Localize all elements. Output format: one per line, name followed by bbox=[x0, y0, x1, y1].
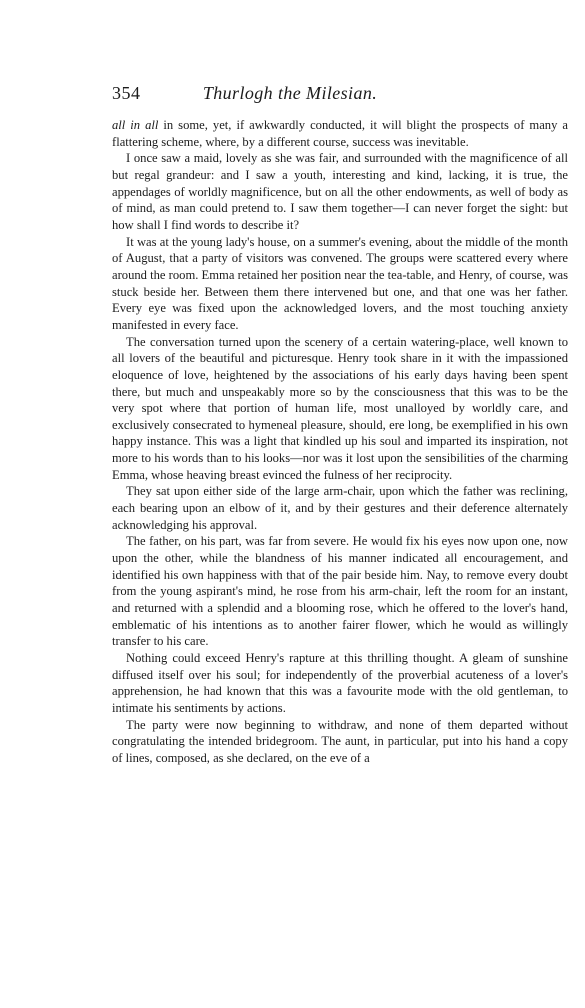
opening-italic-phrase: all in all bbox=[112, 118, 159, 132]
paragraph: I once saw a maid, lovely as she was fair, and surrounded with the magnificence of all but regal grandeur: and I saw a youth, interesting and kind, lacking, it is true, the appendages of worldly magnificence, but on all the other endowments, as well of body as of mind, as man could pretend to. I saw them together—I can never forget the sight: but how shall I find words to describe it? bbox=[112, 151, 568, 232]
paragraph: The father, on his part, was far from severe. He would fix his eyes now upon one, now upon the other, while the blandness of his manner indicated all encouragement, and identified his own happiness with that of the pair beside him. Nay, to remove every doubt from the young aspirant's mind, he rose from his arm-chair, left the room for an instant, and returned with a splendid and a blooming rose, which he offered to the lover's hand, emblematic of his intentions as to another fairer flower, which he would as willingly transfer to his care. bbox=[112, 534, 568, 649]
body-text bbox=[112, 117, 568, 767]
paragraph: The party were now beginning to withdraw, and none of them departed without congratulating the intended bridegroom. The aunt, in particular, put into his hand a copy of lines, composed, as she declared, on the eve of a bbox=[112, 717, 568, 765]
paragraph: They sat upon either side of the large arm-chair, upon which the father was reclining, each bearing upon an elbow of it, and by their gestures and their deference alternately acknowledging his approval. bbox=[112, 484, 568, 532]
paragraph: The conversation turned upon the scenery of a certain watering-place, well known to all lovers of the beautiful and picturesque. Henry took share in it with the impassioned eloquence of love, heightened by the associations of his early days having been spent there, but much and unspeakably more so by the consciousness that this was to be the very spot where that portion of human life, most unalloyed by worldly care, and exclusively consecrated to hymeneal pleasure, should, ere long, be exemplified in his own happy instance. This was a light that kindled up his soul and imparted its inspiration, not more to his words than to his looks—nor was it lost upon the sensibilities of the charming Emma, whose heaving breast evinced the fulness of her reciprocity. bbox=[112, 334, 568, 482]
paragraph: It was at the young lady's house, on a summer's evening, about the middle of the month of August, that a party of visitors was convened. The groups were scattered every where around the room. Emma retained her position near the tea-table, and Henry, of course, was stuck beside her. Between them there intervened but one, and that one was her father. Every eye was fixed upon the acknowledged lovers, and the most touching anxiety manifested in every face. bbox=[112, 234, 568, 332]
opening-paragraph bbox=[112, 117, 568, 150]
page-number: 354 bbox=[112, 83, 141, 103]
running-title: Thurlogh the Milesian. bbox=[202, 83, 378, 103]
paragraph: Nothing could exceed Henry's rapture at this thrilling thought. A gleam of sunshine diffused itself over his soul; for independently of the proverbial acuteness of a lover's apprehension, he had known that this was a favourite mode with the old gentleman, to intimate his sentiments by actions. bbox=[112, 651, 568, 715]
page-header bbox=[112, 83, 468, 107]
opening-paragraph-text: in some, yet, if awkwardly conducted, it will blight the prospects of many a flattering scheme, where, by a different course, success was inevitable. bbox=[112, 118, 568, 149]
